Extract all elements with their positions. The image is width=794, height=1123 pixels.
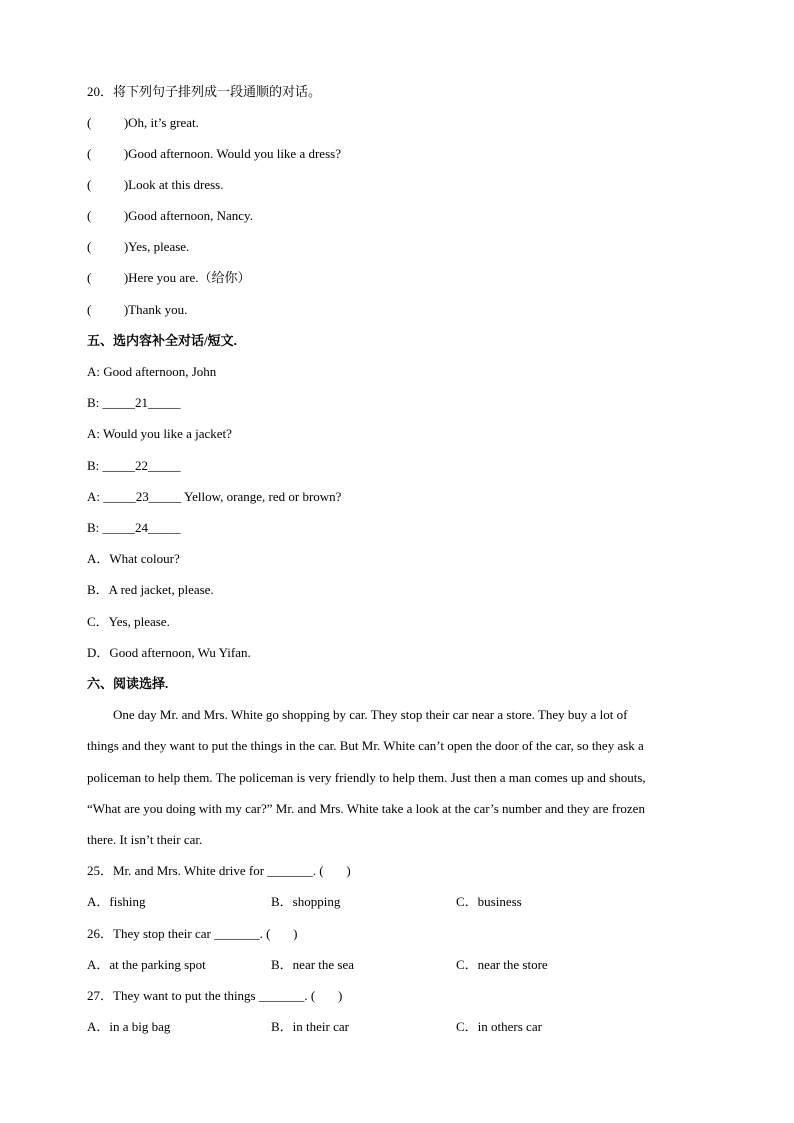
answer-option-a: A．in a big bag xyxy=(87,1019,171,1034)
q20-item: ( )Oh, it’s great. xyxy=(87,115,199,130)
question-stem: 27．They want to put the things _______. ( ) xyxy=(87,988,343,1003)
dialogue-line: A: Good afternoon, John xyxy=(87,364,217,379)
answer-option-c: C．near the store xyxy=(456,957,548,972)
passage-line: “What are you doing with my car?” Mr. and Mrs. White take a look at the car’s number and they are frozen xyxy=(87,801,645,816)
q20-item: ( )Look at this dress. xyxy=(87,177,224,192)
dialogue-line: B: _____22_____ xyxy=(87,458,181,473)
section6-heading: 六、阅读选择. xyxy=(87,676,169,691)
dialogue-line: A: Would you like a jacket? xyxy=(87,426,232,441)
dialogue-line: A: _____23_____ Yellow, orange, red or brown? xyxy=(87,489,342,504)
passage-line: One day Mr. and Mrs. White go shopping by car. They stop their car near a store. They buy a lot of xyxy=(87,707,628,722)
q20-item: ( )Good afternoon. Would you like a dress? xyxy=(87,146,341,161)
passage-line: things and they want to put the things in the car. But Mr. White can’t open the door of the car, so they ask a xyxy=(87,738,644,753)
answer-option-a: A．fishing xyxy=(87,894,146,909)
answer-option-b: B．near the sea xyxy=(271,957,355,972)
dialogue-line: B: _____21_____ xyxy=(87,395,181,410)
q20-item: ( )Thank you. xyxy=(87,302,188,317)
q20-item: ( )Good afternoon, Nancy. xyxy=(87,208,253,223)
option-item: C．Yes, please. xyxy=(87,614,170,629)
passage-line: there. It isn’t their car. xyxy=(87,832,203,847)
question-stem: 25．Mr. and Mrs. White drive for _______. ( ) xyxy=(87,863,351,878)
q20-title: 20．将下列句子排列成一段通顺的对话。 xyxy=(87,84,322,99)
option-item: D．Good afternoon, Wu Yifan. xyxy=(87,645,251,660)
q20-item: ( )Here you are.（给你） xyxy=(87,270,251,285)
answer-option-a: A．at the parking spot xyxy=(87,957,206,972)
option-item: A．What colour? xyxy=(87,551,180,566)
answer-option-c: C．business xyxy=(456,894,522,909)
q20-item: ( )Yes, please. xyxy=(87,239,190,254)
answer-option-c: C．in others car xyxy=(456,1019,542,1034)
section5-heading: 五、选内容补全对话/短文. xyxy=(87,333,237,348)
answer-option-b: B．in their car xyxy=(271,1019,349,1034)
dialogue-line: B: _____24_____ xyxy=(87,520,181,535)
option-item: B．A red jacket, please. xyxy=(87,582,214,597)
question-stem: 26．They stop their car _______. ( ) xyxy=(87,926,298,941)
answer-option-b: B．shopping xyxy=(271,894,341,909)
passage-line: policeman to help them. The policeman is very friendly to help them. Just then a man comes up and shouts, xyxy=(87,770,646,785)
